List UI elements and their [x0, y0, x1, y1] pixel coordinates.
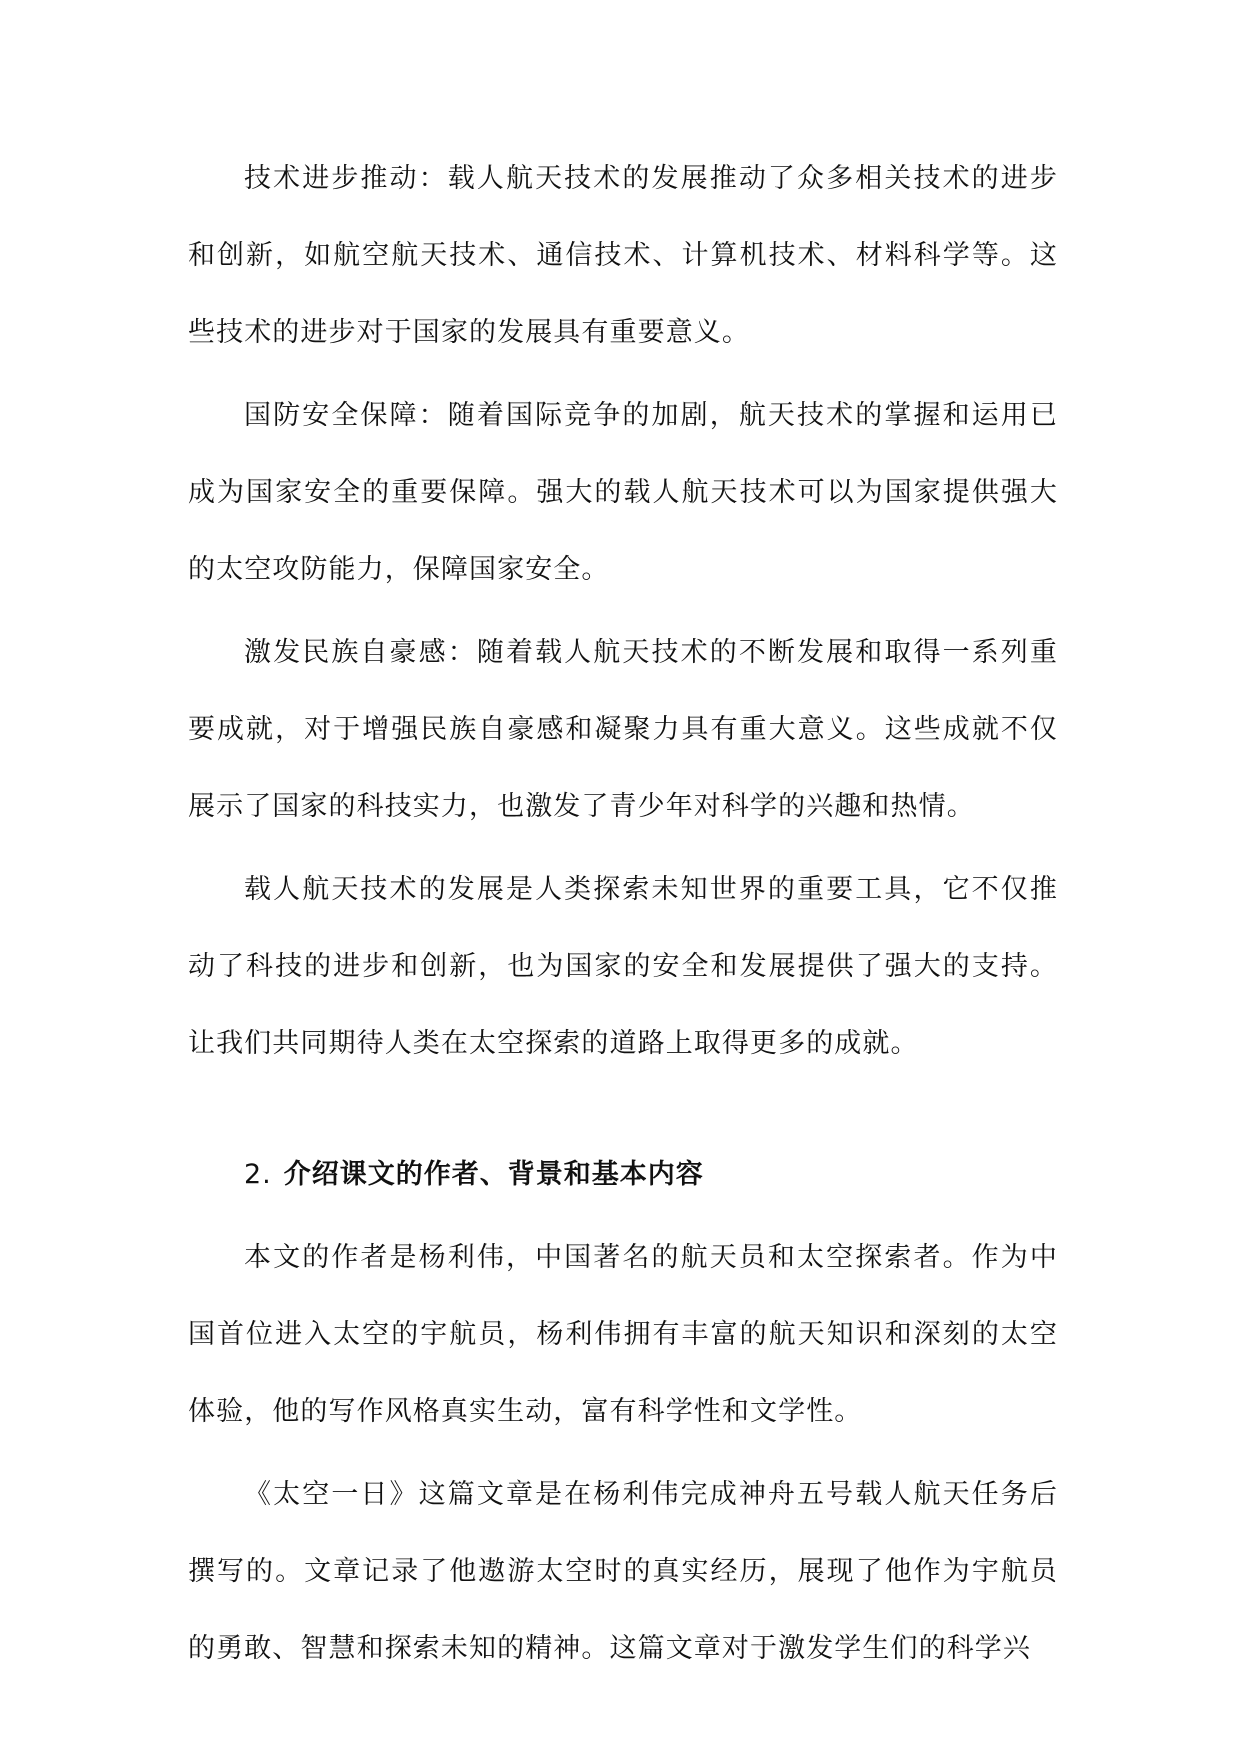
paragraph-summary: 载人航天技术的发展是人类探索未知世界的重要工具，它不仅推动了科技的进步和创新，也为国家的安全和发展提供了强大的支持。让我们共同期待人类在太空探索的道路上取得更多的成就。 — [188, 874, 1058, 1059]
paragraph-national-pride: 激发民族自豪感：随着载人航天技术的不断发展和取得一系列重要成就，对于增强民族自豪感和凝聚力具有重大意义。这些成就不仅展示了国家的科技实力，也激发了青少年对科学的兴趣和热情。 — [188, 637, 1058, 822]
paragraph-defense-security: 国防安全保障：随着国际竞争的加剧，航天技术的掌握和运用已成为国家安全的重要保障。强大的载人航天技术可以为国家提供强大的太空攻防能力，保障国家安全。 — [188, 400, 1058, 585]
section-title: 介绍课文的作者、背景和基本内容 — [283, 1159, 704, 1190]
paragraph-tech-progress: 技术进步推动：载人航天技术的发展推动了众多相关技术的进步和创新，如航空航天技术、通信技术、计算机技术、材料科学等。这些技术的进步对于国家的发展具有重要意义。 — [188, 163, 1058, 348]
section-number: 2. — [244, 1159, 272, 1190]
section-heading — [188, 1136, 1058, 1213]
paragraph-background: 《太空一日》这篇文章是在杨利伟完成神舟五号载人航天任务后撰写的。文章记录了他遨游太空时的真实经历，展现了他作为宇航员的勇敢、智慧和探索未知的精神。这篇文章对于激发学生们的科学兴 — [188, 1479, 1058, 1664]
paragraph-author: 本文的作者是杨利伟，中国著名的航天员和太空探索者。作为中国首位进入太空的宇航员，杨利伟拥有丰富的航天知识和深刻的太空体验，他的写作风格真实生动，富有科学性和文学性。 — [188, 1242, 1058, 1427]
page-content — [188, 140, 1058, 1687]
